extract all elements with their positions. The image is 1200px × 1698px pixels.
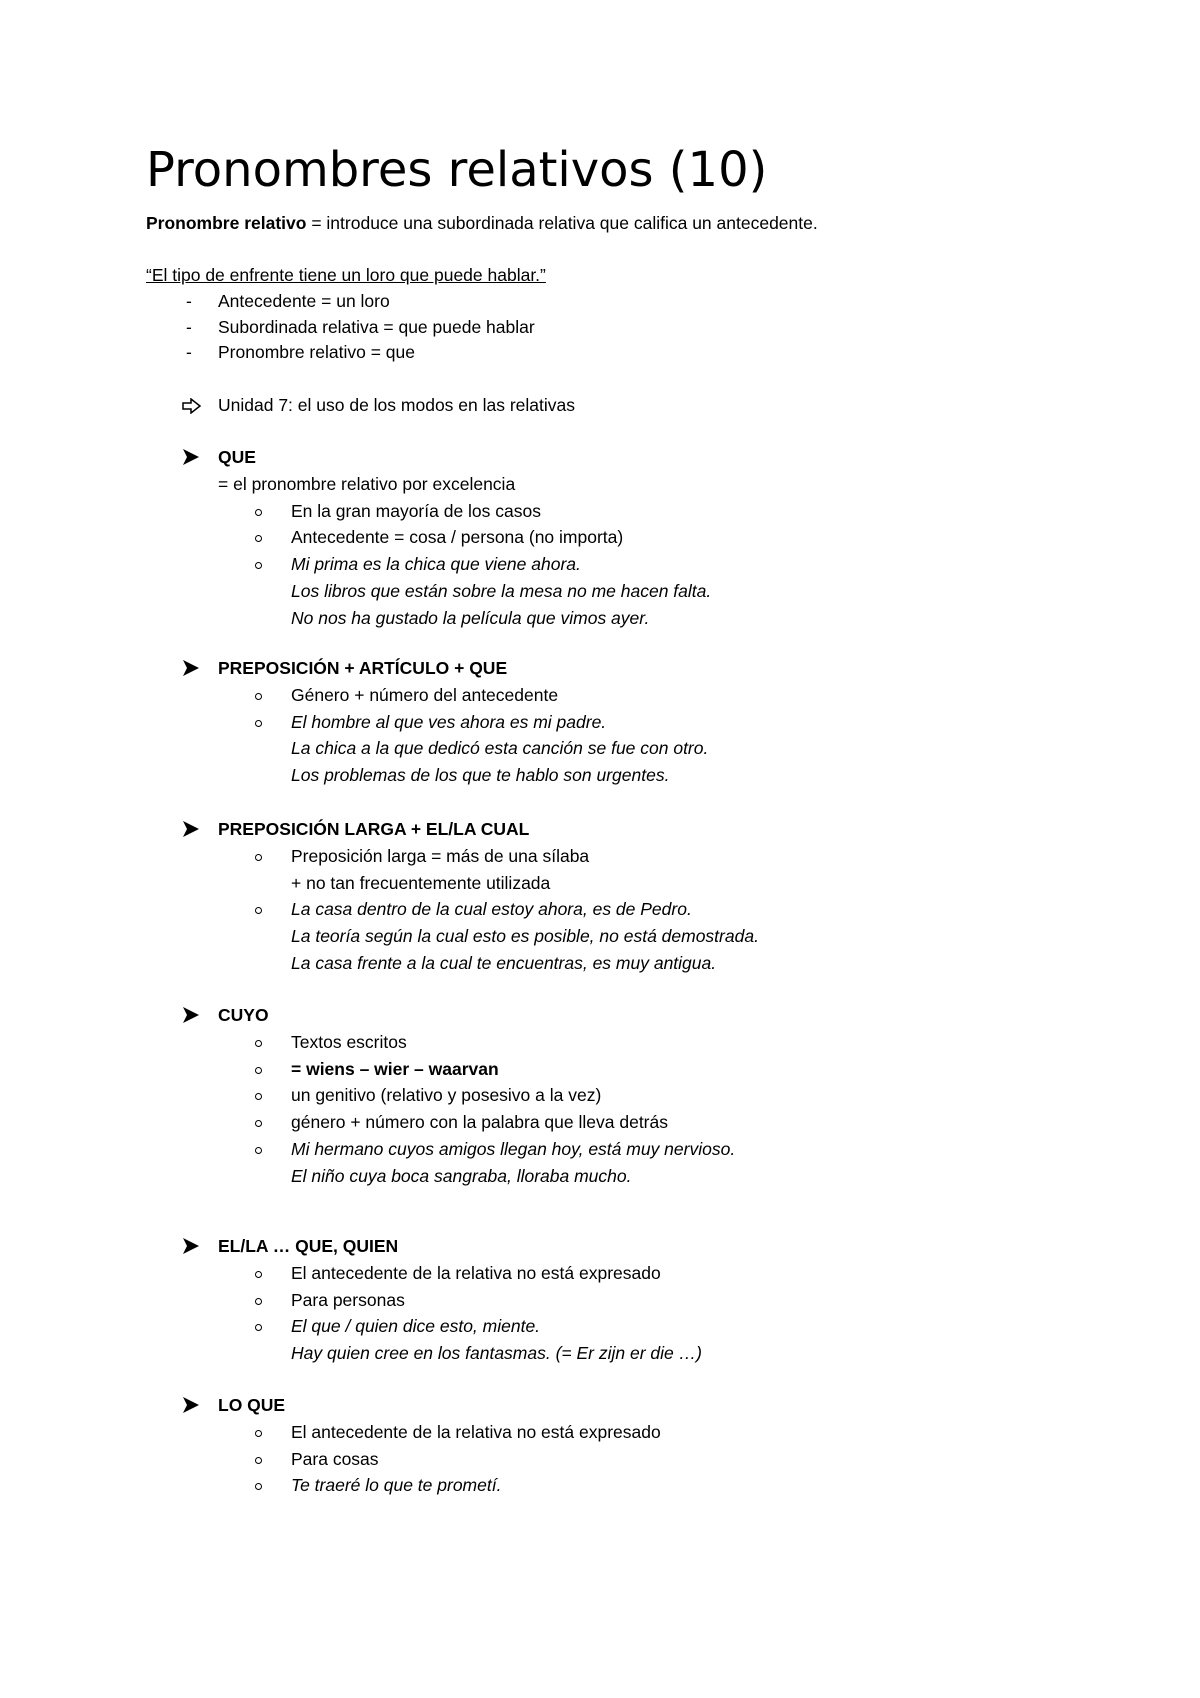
bullet-item-text: = wiens – wier – waarvan bbox=[291, 1058, 499, 1079]
arrowhead-bullet-icon bbox=[182, 1237, 200, 1255]
example-sentence-line: Te traeré lo que te prometí. bbox=[291, 1475, 502, 1496]
bullet-item-text: Para cosas bbox=[291, 1448, 379, 1469]
example-sentence-line: Mi hermano cuyos amigos llegan hoy, está muy nervioso. bbox=[291, 1139, 736, 1159]
bullet-item-text: Preposición larga = más de una sílaba bbox=[291, 845, 590, 866]
outlined-right-arrow-icon bbox=[182, 398, 202, 414]
hollow-circle-bullet-icon bbox=[255, 720, 262, 727]
section-subtitle: = el pronombre relativo por excelencia bbox=[218, 473, 516, 494]
page-title: Pronombres relativos (10) bbox=[146, 142, 768, 198]
bullet-item-text: + no tan frecuentemente utilizada bbox=[291, 872, 551, 893]
hollow-circle-bullet-icon bbox=[255, 1271, 262, 1278]
example-sentence-line: No nos ha gustado la película que vimos ayer. bbox=[291, 607, 650, 628]
hollow-circle-bullet-icon bbox=[255, 1120, 262, 1127]
example-sentence-line: El que / quien dice esto, miente. bbox=[291, 1316, 541, 1337]
reference-line: Unidad 7: el uso de los modos en las relativas bbox=[218, 395, 576, 415]
bullet-item-text: Textos escritos bbox=[291, 1031, 407, 1052]
bullet-item-text: Antecedente = cosa / persona (no importa) bbox=[291, 527, 624, 548]
hollow-circle-bullet-icon bbox=[255, 854, 262, 861]
section-heading: PREPOSICIÓN + ARTÍCULO + QUE bbox=[218, 658, 508, 678]
definition-line bbox=[146, 210, 818, 236]
section-heading: LO QUE bbox=[218, 1395, 286, 1415]
bullet-item-text: género + número con la palabra que lleva detrás bbox=[291, 1112, 668, 1133]
example-sentence-line: Hay quien cree en los fantasmas. (= Er zijn er die …) bbox=[291, 1343, 702, 1364]
example-sentence-line: La chica a la que dedicó esta canción se fue con otro. bbox=[291, 738, 709, 759]
example-sentence-line: La casa dentro de la cual estoy ahora, es de Pedro. bbox=[291, 899, 692, 920]
hollow-circle-bullet-icon bbox=[255, 1298, 262, 1305]
example-sentence-line: El hombre al que ves ahora es mi padre. bbox=[291, 711, 607, 732]
arrowhead-bullet-icon bbox=[182, 1006, 200, 1024]
hollow-circle-bullet-icon bbox=[255, 509, 262, 516]
bullet-item-text: Género + número del antecedente bbox=[291, 684, 559, 705]
hollow-circle-bullet-icon bbox=[255, 693, 262, 700]
hollow-circle-bullet-icon bbox=[255, 1457, 262, 1464]
example-sentence-line: Mi prima es la chica que viene ahora. bbox=[291, 554, 581, 575]
hollow-circle-bullet-icon bbox=[255, 1147, 262, 1154]
hollow-circle-bullet-icon bbox=[255, 907, 262, 914]
dash-bullet: - bbox=[186, 342, 192, 362]
example-sentence-line: La teoría según la cual esto es posible, no está demostrada. bbox=[291, 926, 759, 947]
hollow-circle-bullet-icon bbox=[255, 562, 262, 569]
hollow-circle-bullet-icon bbox=[255, 535, 262, 542]
example-item: Antecedente = un loro bbox=[218, 291, 390, 311]
example-sentence: “El tipo de enfrente tiene un loro que puede hablar.” bbox=[146, 265, 546, 285]
example-sentence-line: El niño cuya boca sangraba, lloraba mucho. bbox=[291, 1165, 632, 1186]
arrowhead-bullet-icon bbox=[182, 1396, 200, 1414]
example-item: Subordinada relativa = que puede hablar bbox=[218, 317, 535, 337]
hollow-circle-bullet-icon bbox=[255, 1040, 262, 1047]
hollow-circle-bullet-icon bbox=[255, 1483, 262, 1490]
section-heading: QUE bbox=[218, 447, 256, 467]
example-sentence-line: Los problemas de los que te hablo son urgentes. bbox=[291, 765, 670, 786]
bullet-item-text: un genitivo (relativo y posesivo a la vez) bbox=[291, 1085, 602, 1106]
section-heading: EL/LA … QUE, QUIEN bbox=[218, 1236, 399, 1256]
arrowhead-bullet-icon bbox=[182, 820, 200, 838]
hollow-circle-bullet-icon bbox=[255, 1067, 262, 1074]
section-heading: CUYO bbox=[218, 1005, 269, 1025]
bullet-item-text: En la gran mayoría de los casos bbox=[291, 500, 541, 521]
hollow-circle-bullet-icon bbox=[255, 1324, 262, 1331]
bullet-item-text: El antecedente de la relativa no está expresado bbox=[291, 1262, 661, 1283]
arrowhead-bullet-icon bbox=[182, 659, 200, 677]
bullet-item-text: Para personas bbox=[291, 1289, 405, 1310]
example-item: Pronombre relativo = que bbox=[218, 342, 415, 362]
hollow-circle-bullet-icon bbox=[255, 1430, 262, 1437]
section-heading: PREPOSICIÓN LARGA + EL/LA CUAL bbox=[218, 819, 530, 839]
example-sentence-line: La casa frente a la cual te encuentras, es muy antigua. bbox=[291, 953, 717, 973]
arrowhead-bullet-icon bbox=[182, 448, 200, 466]
bullet-item-text: El antecedente de la relativa no está expresado bbox=[291, 1421, 661, 1442]
definition-text: = introduce una subordinada relativa que califica un antecedente. bbox=[306, 213, 818, 233]
example-sentence-line: Los libros que están sobre la mesa no me hacen falta. bbox=[291, 581, 712, 601]
dash-bullet: - bbox=[186, 291, 192, 311]
hollow-circle-bullet-icon bbox=[255, 1093, 262, 1100]
definition-term: Pronombre relativo bbox=[146, 213, 307, 233]
dash-bullet: - bbox=[186, 317, 192, 337]
